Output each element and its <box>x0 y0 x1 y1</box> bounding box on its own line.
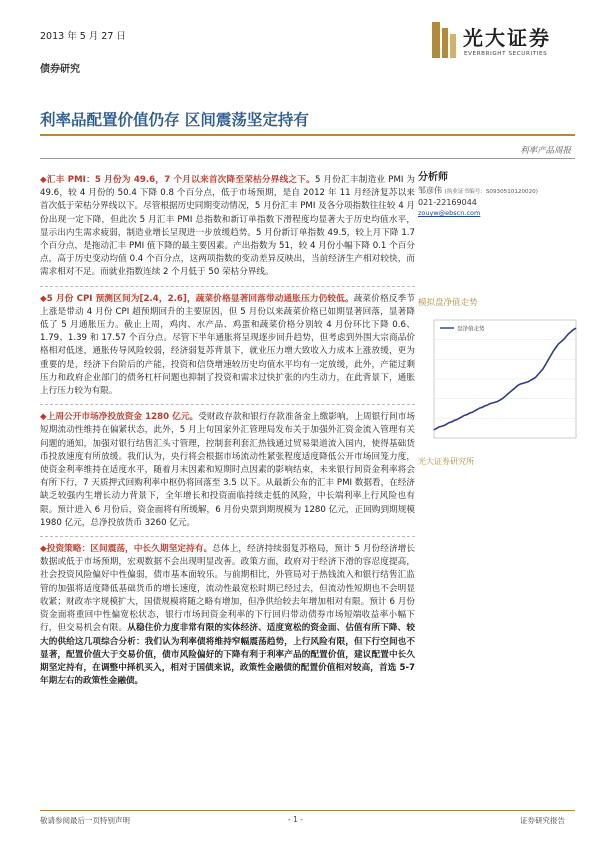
data-point <box>540 371 541 372</box>
paragraph-open-market <box>40 405 415 537</box>
paragraph-lead: ◆上周公开市场净投放资金 1280 亿元。 <box>40 412 199 423</box>
data-point <box>512 390 513 391</box>
logo-text-en: EVERBRIGHT SECURITIES <box>464 51 548 57</box>
data-point <box>444 425 445 426</box>
data-point <box>502 398 503 399</box>
data-point <box>456 419 457 420</box>
data-point <box>497 401 498 402</box>
analyst-cert: (执业证书编号：S0930510120020) <box>444 189 538 195</box>
main-content <box>40 168 415 694</box>
data-point <box>495 402 496 403</box>
paragraph-body: 蔬菜价格反季节上涨是带动 4 月份 CPI 超预期回升的主要原因，但 5 月份以来蔬菜价格已如期显著回落，显著降低了 5 月通胀压力。截止上周，鸡肉、水产品、鸡蛋和蔬菜价格分别较 4 月份环比下降 0.6、1.79、1.39 和 17.57 个百分点。尽管下半年通胀将呈现逐步回升趋势，但考虑到外围大宗商品价格相对低迷，通胀传导风险较弱，经济弱复苏背景下，就业压力增大致收入力成本上涨放缓，更为重要的是，经济下台阶后的产能，投资和信贷增速较历史均值水平均有一定放缓，此外，产能过剩压力和政府企业部门的债务杠杆问题也抑制了投资和需求过快扩张的内生动力，在此背景下，通胀上行压力较为有限。 <box>40 293 415 397</box>
data-point <box>469 413 470 414</box>
footer-disclaimer: 敬请参阅最后一页特别声明 <box>40 816 130 825</box>
paragraph-cpi <box>40 287 415 406</box>
logo-text-cn: 光大证券 <box>463 26 551 50</box>
analyst-name-text: 邹彦伟 <box>418 186 442 195</box>
data-point <box>507 394 508 395</box>
paragraph-conclusion: 从稳住价力度非常有限的实体经济、适度宽松的资金面、估值有所下降、较大的供给这几项综合分析：我们认为利率债将维持窄幅震荡趋势，上行风险有限，但下行空间也不显著，配置价值大于交易价值，债市风险偏好的下降有利于利率产品的配置价值，建议配置中长久期坚定持有，在调整中择机买入，相对于国债来说，政策性金融债的配置价值相对较高，首选 5-7 年期左右的政策性金融债。 <box>40 623 415 687</box>
data-point <box>520 384 521 385</box>
data-point <box>538 374 539 375</box>
paragraph-pmi <box>40 168 415 287</box>
data-point <box>464 415 465 416</box>
data-point <box>487 405 488 406</box>
data-point <box>477 409 478 410</box>
analyst-heading: 分析师 <box>418 172 448 183</box>
legend-label: 盘净值走势 <box>457 326 485 333</box>
data-point <box>492 403 493 404</box>
data-point <box>550 355 551 356</box>
data-point <box>434 430 435 431</box>
data-point <box>441 426 442 427</box>
paragraph-body: 总体上，经济持续弱复苏格局，预计 5 月份经济增长数据或低于市场预期，宏观数据不会出现明显改善。政策方面，政府对于经济下滑的容忍度提高，社会投资风险偏好中性偏弱，债市基本面较乐。与前期相比，外管局对于热钱流入和银行结售汇监管的加强将适度降低基础货币的增长速度，流动性最宽松时期已经过去，但流动性短期也不会明显收紧；财政赤字规模扩大，国债规模将随之略有增加，但净供给较去年增加相对有限。预计 6 月份资金面将重回中性偏宽松状态，银行市场间资金利率的下行回归带动债券市场短端收益率小幅下行，但交易机会有限。 <box>40 544 415 634</box>
nav-chart <box>420 312 580 447</box>
chart-title: 模拟盘净值走势 <box>418 298 478 308</box>
data-point <box>522 383 523 384</box>
data-point <box>548 360 549 361</box>
data-point <box>505 396 506 397</box>
data-point <box>563 339 564 340</box>
data-point <box>571 331 572 332</box>
paragraph-body: 5 月份汇丰制造业 PMI 为 49.6，较 4 月份的 50.4 下降 0.8 个百分点，低于市场预期，是自 2012 年 11 月经济复苏以来首次低于荣枯分界线以下。尽管根据历史同期变动情况，5 月份汇丰 PMI 及各分项指数往往较 4 月份出现一定下降，但此次 5 月汇丰 PMI 总指数和新订单指数下滑程度均显著大于历史均值水平，显示出内生需求疲弱，制造业增长呈现进一步放缓趋势。5 月份新订单指数 49.5，较上月下降 1.7 个百分点，是拖动汇丰 PMI 值下降的最主要因素。产出指数为 51，较 4 月份小幅下降 0.1 个百分点，高于历史变动均值 0.4 个百分点，这两项指数的变动差异反映出，当前经济生产相对较快，而需求相对不足。而就业指数连续 2 个月低于 50 荣枯分界线。 <box>40 175 415 278</box>
data-point <box>530 380 531 381</box>
page-number: - 1 - <box>288 815 303 824</box>
data-point <box>479 408 480 409</box>
data-point <box>482 407 483 408</box>
analyst-sidebar <box>418 168 558 219</box>
data-point <box>560 342 561 343</box>
data-point <box>533 379 534 380</box>
department-label: 债券研究 <box>40 64 80 75</box>
data-point <box>510 392 511 393</box>
data-point <box>568 334 569 335</box>
paragraph-body: 受财政存款和银行存款准备金上缴影响，上周银行间市场短期流动性维持在偏紧状态，此外，5 月上旬国家外汇管理局发布关于加强外汇资金流入管理有关问题的通知，加强对银行结售汇头寸管理，控制套利套汇热钱通过贸易渠道流入国内，使得基础货币投放速度有所放缓。我们认为，央行将会根据市场流动性紧张程度适度降低公开市场回笼力度，使资金利率维持在适度水平，随着月末因素和短期时点因素的影响结束，未来银行间资金利率将会有所下行，7 天质押式回购利率中枢仍将回落至 3.5 以下。从最新公布的汇丰 PMI 数据看，在经济缺乏较强内生增长动力背景下，全年增长和投资面临持续走低的风险，中长端利率上行风险也有限。预计进入 6 月份后，资金面将有所缓解，6 月份央票到期规模为 1280 亿元，正回购到期规模 1980 亿元，总净投放货币 3260 亿元。 <box>40 412 415 528</box>
analyst-email-link[interactable]: zouyw@ebscn.com <box>418 209 481 217</box>
data-point <box>553 351 554 352</box>
paragraph-lead: ◆汇丰 PMI：5 月份为 49.6，7 个月以来首次降至荣枯分界线之下。 <box>40 175 315 185</box>
data-point <box>446 424 447 425</box>
logo-mark-icon <box>430 20 460 60</box>
footer-report-type: 证券研究报告 <box>520 816 565 825</box>
data-point <box>555 347 556 348</box>
paragraph-strategy <box>40 537 415 694</box>
data-point <box>449 422 450 423</box>
data-point <box>489 403 490 404</box>
data-point <box>484 406 485 407</box>
report-date: 2013 年 5 月 27 日 <box>40 31 126 42</box>
analyst-name <box>418 186 558 198</box>
company-logo <box>430 18 570 66</box>
data-point <box>500 400 501 401</box>
footer-divider <box>40 810 575 811</box>
data-point <box>573 329 574 330</box>
data-point <box>459 418 460 419</box>
data-point <box>535 377 536 378</box>
report-title: 利率品配置价值仍存 区间震荡坚定持有 <box>40 111 309 129</box>
data-point <box>454 420 455 421</box>
data-point <box>517 385 518 386</box>
chart-source: 光大证券研究所 <box>418 457 474 466</box>
data-point <box>525 382 526 383</box>
data-point <box>515 387 516 388</box>
section-divider <box>40 158 575 159</box>
paragraph-lead: ◆投资策略：区间震荡，中长久期坚定持有。 <box>40 544 213 555</box>
data-point <box>439 427 440 428</box>
data-point <box>436 428 437 429</box>
data-point <box>543 368 544 369</box>
data-point <box>451 422 452 423</box>
data-point <box>558 344 559 345</box>
analyst-phone: 021-22169044 <box>418 197 477 207</box>
title-divider <box>40 134 575 136</box>
data-point <box>576 328 577 329</box>
paragraph-lead: ◆5 月份 CPI 预测区间为[2.4，2.6]，蔬菜价格显著回落带动通胀压力仍较低。 <box>40 293 354 304</box>
data-point <box>527 382 528 383</box>
report-type: 利率产品周报 <box>519 146 571 156</box>
data-point <box>474 411 475 412</box>
data-point <box>467 414 468 415</box>
data-point <box>462 416 463 417</box>
data-point <box>566 337 567 338</box>
data-point <box>545 364 546 365</box>
data-point <box>472 412 473 413</box>
